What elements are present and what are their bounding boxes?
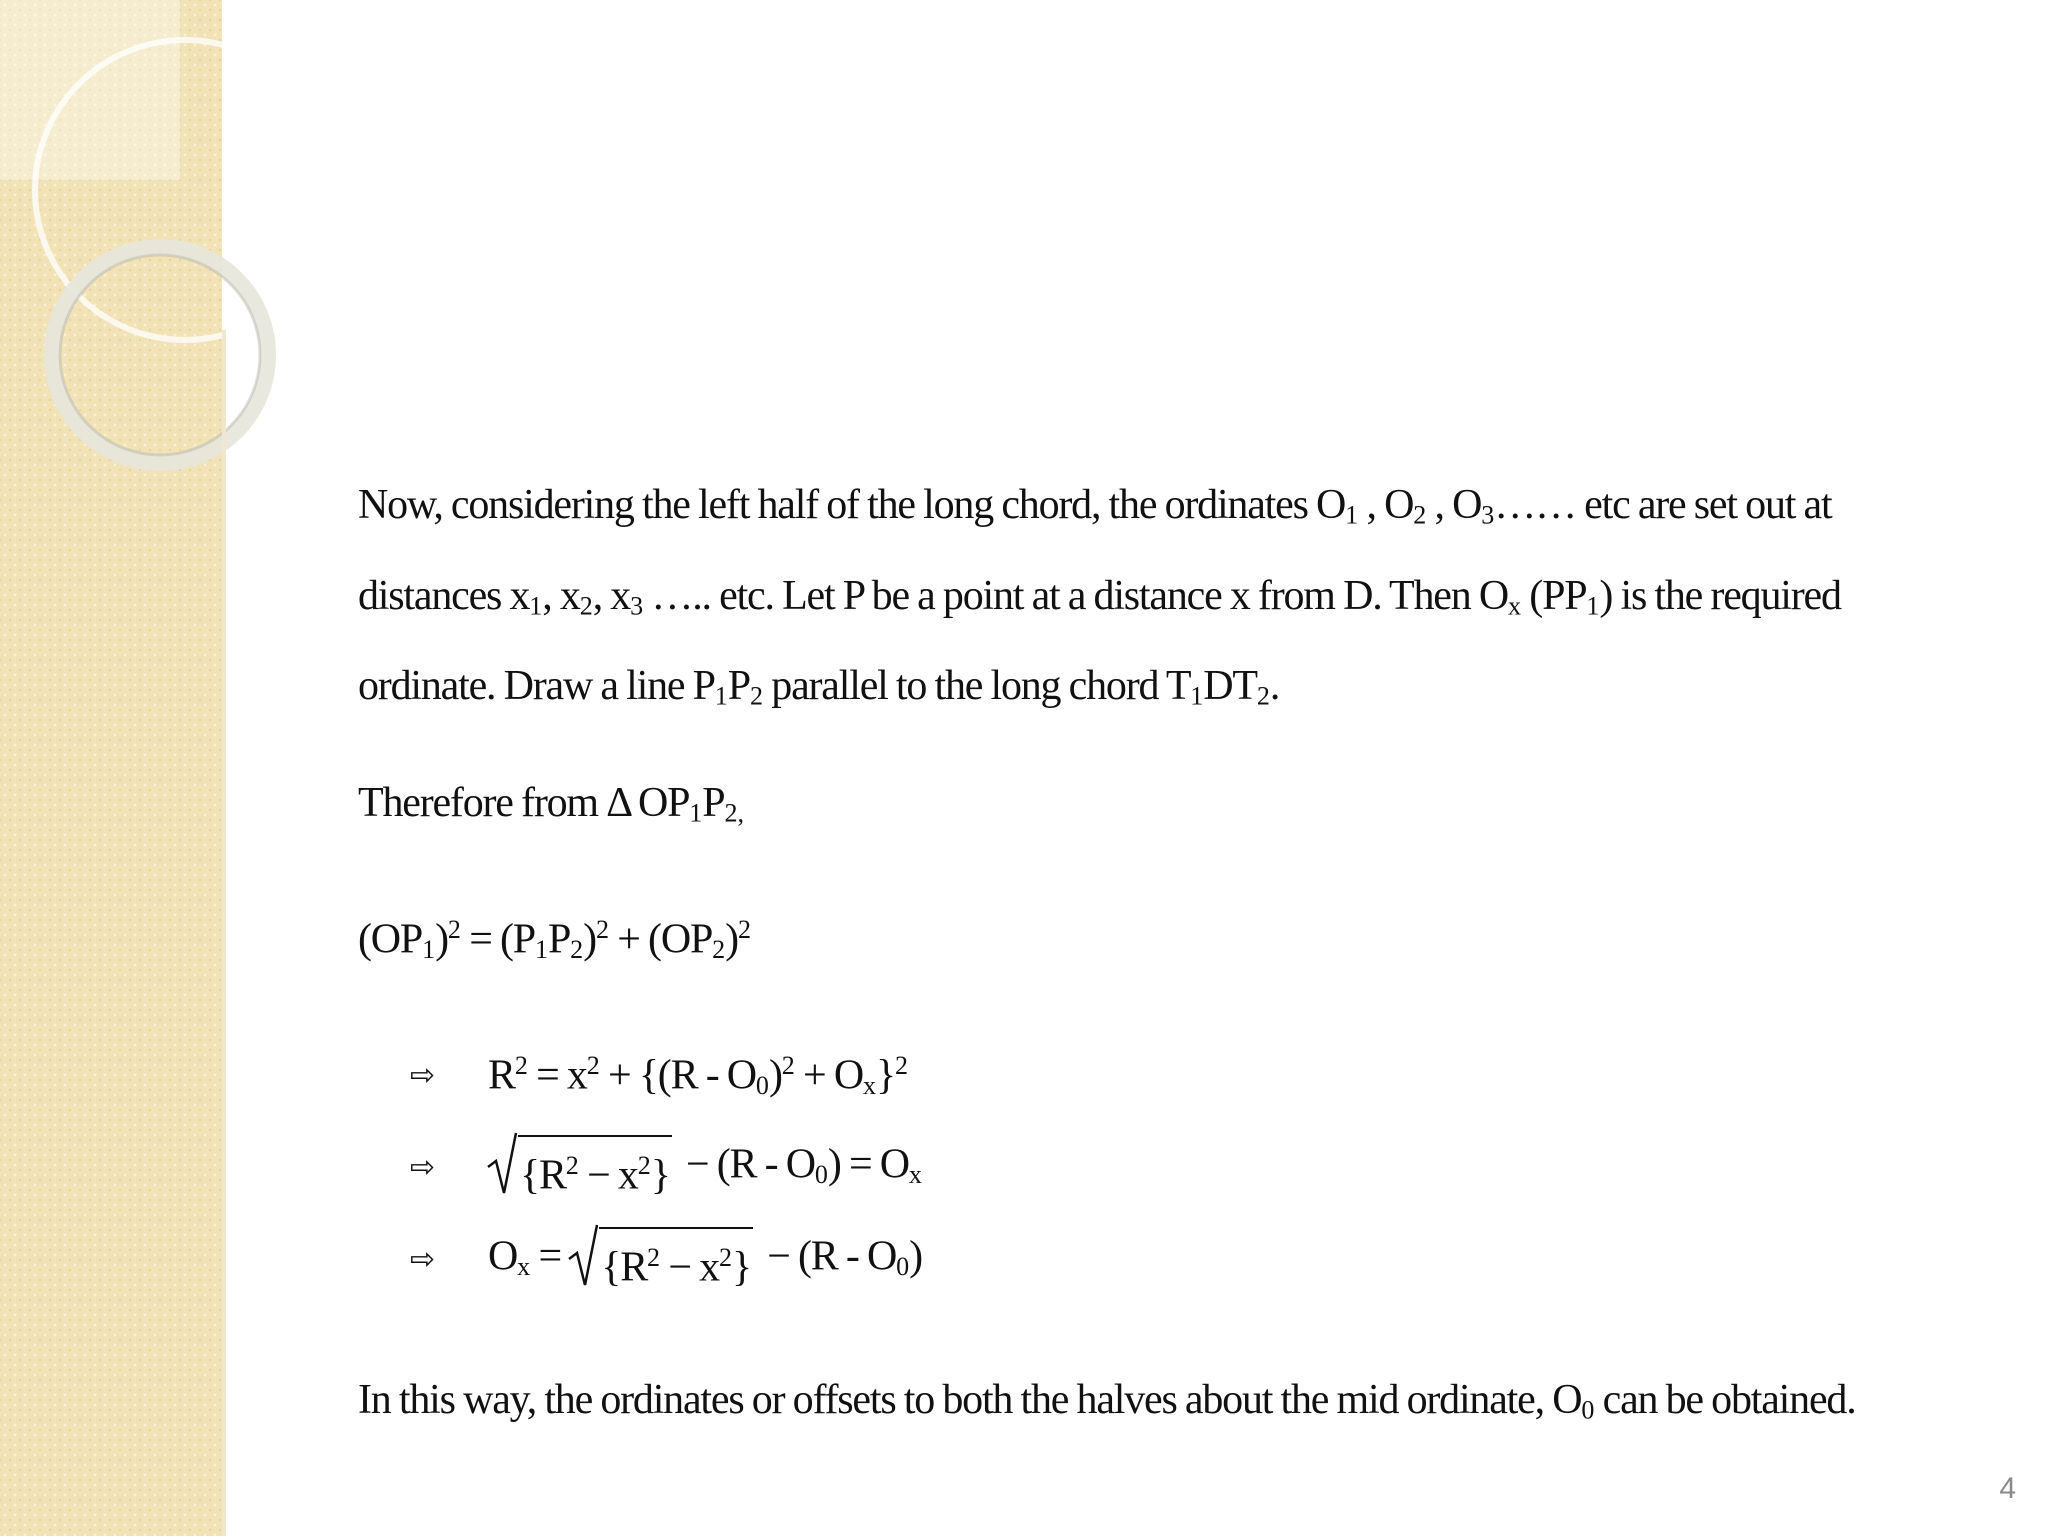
page-number: 4 xyxy=(1999,1472,2016,1505)
small-ring xyxy=(52,247,268,463)
derivation-step-2 xyxy=(410,1122,1978,1214)
implies-arrow-icon: ⇨ xyxy=(410,1150,436,1186)
implies-arrow-icon: ⇨ xyxy=(410,1058,436,1094)
slide-content xyxy=(358,465,1978,1451)
derivation-step-1 xyxy=(410,1030,1978,1122)
square-root-sign-icon xyxy=(488,1127,516,1197)
derivation-step-3 xyxy=(410,1214,1978,1306)
square-root: $\{R^2 - x^2\}$ xyxy=(569,1227,753,1292)
paragraph-ordinates-setup: Now, considering the left half of the long chord, the ordinates $O_1$ , $O_2$ , $O_3\dots\dots$ etc are set out at distances $x_1$, $x_2$, $x_3$ ….. etc. Let P be a point at a distance x from D. Then $O_x$ $(PP_1)$ is the required ordinate. Draw a line $P_1P_2$ parallel to the long chord $T_1DT_2$. xyxy=(358,482,1841,712)
paragraph-conclusion: In this way, the ordinates or offsets to both the halves about the mid ordinate, $O_0$ can be obtained. xyxy=(358,1376,1856,1425)
sidebar-divider xyxy=(222,330,226,1536)
decorative-rings xyxy=(0,0,240,520)
sidebar-highlight-panel xyxy=(0,0,180,180)
step-2-equation: $\{R^2 - x^2\} - (R - O_0) = O_x$ xyxy=(488,1135,922,1200)
step-3-equation: $O_x$ = $\{R^2 - x^2\} - (R - O_0)$ xyxy=(488,1227,922,1292)
square-root: $\{R^2 - x^2\}$ xyxy=(488,1135,672,1200)
paragraph-triangle-reference: Therefore from Δ $OP_1P_{2,}$ xyxy=(358,780,744,828)
derivation-steps xyxy=(410,1030,1978,1306)
step-1-equation: $R^2 = x^2 + \{(R - O_0)^2 + O_x\}^2$ xyxy=(488,1050,908,1100)
square-root-sign-icon xyxy=(569,1219,597,1289)
implies-arrow-icon: ⇨ xyxy=(410,1242,436,1278)
equation-pythagoras: $(OP_1)^2 = (P_1P_2)^2 + (OP_2)^2$ xyxy=(358,914,751,964)
small-ring-shadow xyxy=(60,255,260,455)
